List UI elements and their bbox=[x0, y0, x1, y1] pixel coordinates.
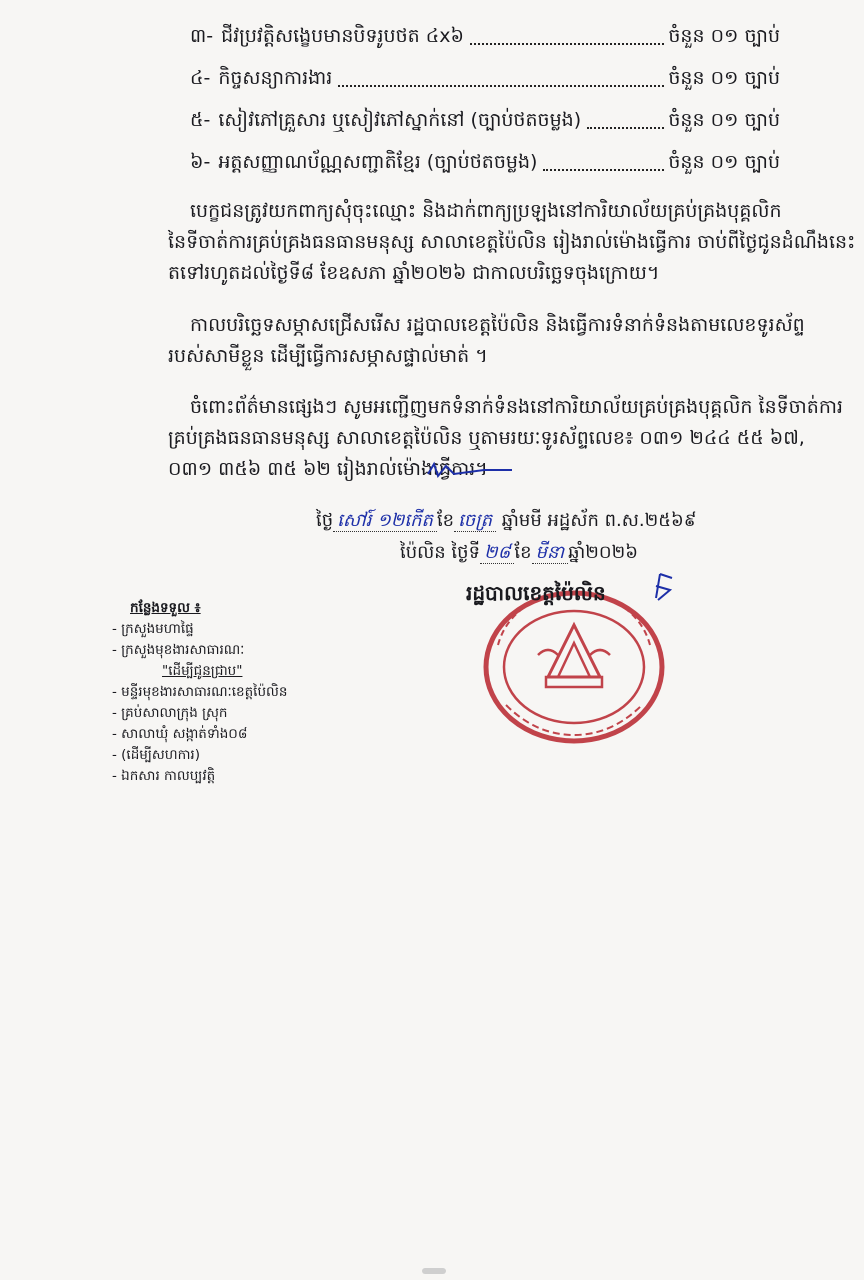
recipient-item: - សាលាឃុំ សង្កាត់ទាំង០៨ bbox=[112, 726, 248, 742]
paragraph-line: របស់សាមីខ្លួន ដើម្បីធ្វើការសម្ភាសផ្ទាល់មាត់ ។ bbox=[168, 345, 488, 367]
solar-day-handwritten: ២៨ bbox=[480, 542, 514, 564]
recipients-title: កន្លែងទទួល ៖ bbox=[130, 600, 201, 616]
item-label: អត្តសញ្ញាណប័ណ្ណសញ្ជាតិខ្មែរ (ច្បាប់ថតចម្លង) bbox=[218, 151, 538, 173]
city-prefix: ប៉ៃលិន ថ្ងៃទី bbox=[400, 542, 480, 563]
paragraph-line: គ្រប់គ្រងធនធានមនុស្ស សាលាខេត្តប៉ៃលិន ឬតាមរយៈទូរស័ព្ទលេខ៖ ០៣១ ២៤៤ ៥៥ ៦៧, bbox=[168, 427, 805, 449]
lunar-day-handwritten: សៅរ៍ ១២កើត bbox=[333, 510, 437, 532]
dotted-leader bbox=[587, 127, 664, 129]
paragraph-line: នៃទីចាត់ការគ្រប់គ្រងធនធានមនុស្ស សាលាខេត្តប៉ៃលិន រៀងរាល់ម៉ោងធ្វើការ ចាប់ពីថ្ងៃជូនដំណឹងនេះ bbox=[168, 231, 856, 253]
item-count: ចំនួន ០១ ច្បាប់ bbox=[668, 151, 780, 173]
document-item-4 bbox=[190, 60, 780, 94]
recipient-item: - ក្រសួងមហាផ្ទៃ bbox=[112, 621, 194, 637]
document-item-6 bbox=[190, 144, 780, 178]
initial-mark-icon bbox=[424, 458, 514, 482]
dotted-leader bbox=[543, 169, 664, 171]
solar-month-handwritten: មីនា bbox=[532, 542, 569, 564]
paragraph-line: តទៅរហូតដល់ថ្ងៃទី៨ ខែឧសភា ឆ្នាំ២០២៦ ជាកាលបរិច្ឆេទចុងក្រោយ។ bbox=[168, 262, 660, 284]
issuer-name: រដ្ឋបាលខេត្តប៉ៃលិន bbox=[466, 581, 606, 605]
item-number: ៦- bbox=[190, 151, 211, 173]
document-item-5 bbox=[190, 102, 780, 136]
recipient-item: - គ្រប់សាលាក្រុង ស្រុក bbox=[112, 705, 228, 721]
recipient-item: - ឯកសារ កាលប្បវត្តិ bbox=[112, 768, 216, 784]
item-count: ចំនួន ០១ ច្បាប់ bbox=[668, 67, 780, 89]
page-edge-mark bbox=[422, 1268, 446, 1274]
solar-date-line bbox=[400, 540, 638, 567]
lunar-month-handwritten: ចេត្រ bbox=[454, 510, 496, 532]
item-label: កិច្ចសន្យាការងារ bbox=[218, 67, 333, 89]
item-number: ៤- bbox=[190, 67, 211, 89]
recipient-item: - ក្រសួងមុខងារសាធារណៈ bbox=[112, 642, 245, 658]
dotted-leader bbox=[338, 85, 664, 87]
item-number: ៣- bbox=[190, 25, 214, 47]
item-label: សៀវភៅគ្រួសារ ឬសៀវភៅស្នាក់នៅ (ច្បាប់ថតចម្លង) bbox=[218, 109, 582, 131]
paragraph-line: ០៣១ ៣៥៦ ៣៥ ៦២ រៀងរាល់ម៉ោងធ្វើការ។ bbox=[168, 458, 488, 480]
item-count: ចំនួន ០១ ច្បាប់ bbox=[668, 109, 780, 131]
item-label: ជីវប្រវត្តិសង្ខេបមានបិទរូបថត ៤x៦ bbox=[221, 25, 464, 47]
document-item-3 bbox=[190, 18, 780, 52]
item-count: ចំនួន ០១ ច្បាប់ bbox=[668, 25, 780, 47]
signature-icon bbox=[650, 568, 678, 604]
interview-paragraph bbox=[168, 310, 805, 372]
recipient-item: - (ដើម្បីសហការ) bbox=[112, 747, 200, 763]
dotted-leader bbox=[470, 43, 664, 45]
deadline-paragraph bbox=[168, 196, 856, 289]
solar-year: ឆ្នាំ២០២៦ bbox=[568, 542, 638, 563]
lunar-date-line bbox=[316, 508, 696, 535]
recipient-item: - មន្ទីរមុខងារសាធារណៈខេត្តប៉ៃលិន bbox=[112, 684, 288, 700]
lunar-prefix: ថ្ងៃ bbox=[316, 510, 334, 531]
item-number: ៥- bbox=[190, 109, 211, 131]
recipients-block bbox=[112, 598, 287, 787]
paragraph-line: ចំពោះព័ត៌មានផ្សេងៗ សូមអញ្ជើញមកទំនាក់ទំនងនៅការិយាល័យគ្រប់គ្រងបុគ្គលិក នៃទីចាត់ការ bbox=[190, 396, 843, 418]
lunar-year: ឆ្នាំមមី អដ្ឋស័ក ព.ស.២៥៦៩ bbox=[501, 510, 697, 531]
recipient-item: "ដើម្បីជូនជ្រាប" bbox=[162, 663, 243, 679]
lunar-month-prefix: ខែ bbox=[436, 510, 455, 531]
paragraph-line: កាលបរិច្ឆេទសម្ភាសជ្រើសរើស រដ្ឋបាលខេត្តប៉ៃលិន និងធ្វើការទំនាក់ទំនងតាមលេខទូរស័ព្ទ bbox=[190, 314, 805, 336]
paragraph-line: បេក្ខជនត្រូវយកពាក្យសុំចុះឈ្មោះ និងដាក់ពាក្យប្រឡងនៅការិយាល័យគ្រប់គ្រងបុគ្គលិក bbox=[190, 200, 782, 222]
solar-month-prefix: ខែ bbox=[514, 542, 532, 563]
